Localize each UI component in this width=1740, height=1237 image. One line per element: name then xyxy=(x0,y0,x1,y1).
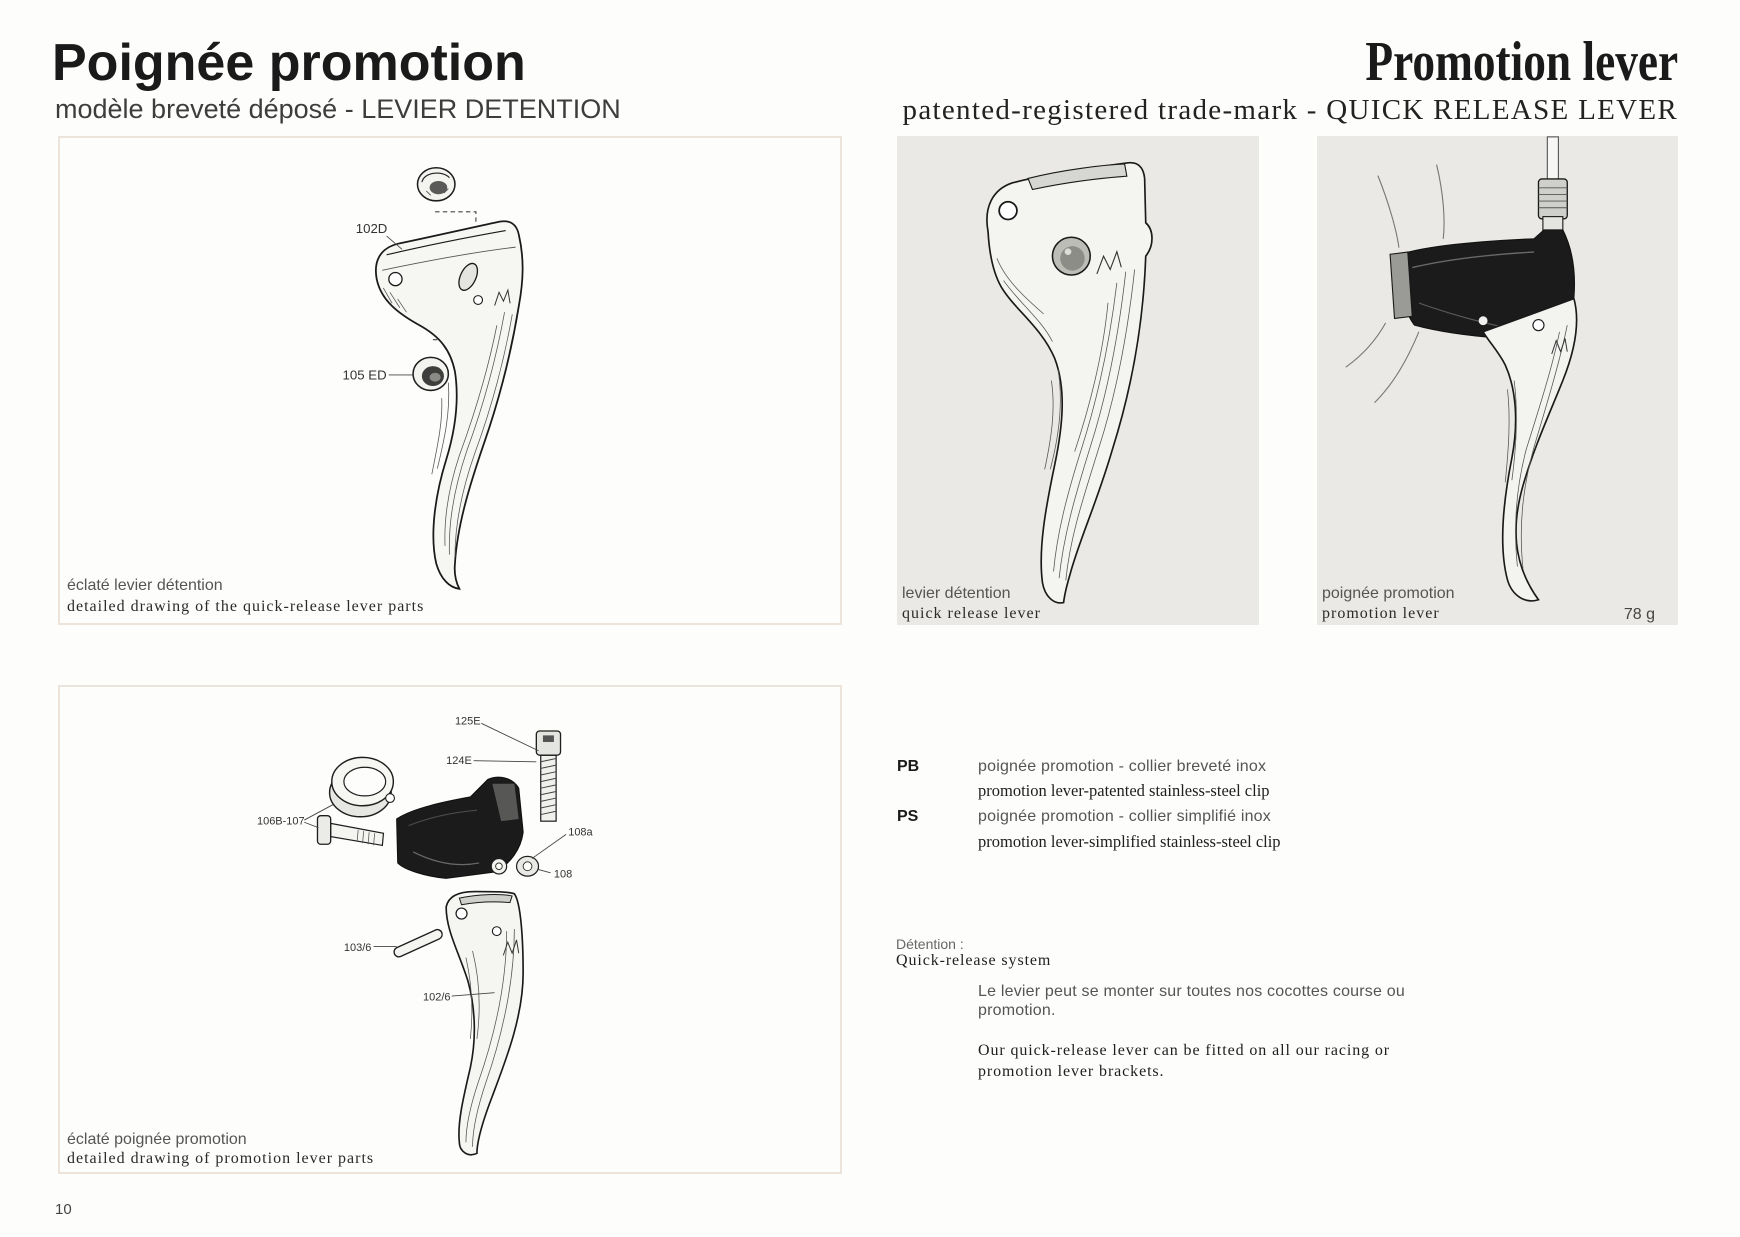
detention-text-fr-line: Le levier peut se monter sur toutes nos cocottes course ou xyxy=(978,983,1405,1000)
detention-label-fr: Détention : xyxy=(896,936,964,952)
part-label-nut: 108 xyxy=(553,868,573,881)
quick-release-lever-illustration xyxy=(897,136,1259,625)
promotion-lever-photo xyxy=(1317,136,1678,625)
caption-en: detailed drawing of promotion lever parts xyxy=(67,1150,375,1167)
quick-release-lever-illustration xyxy=(376,221,523,589)
caption-fr: poignée promotion xyxy=(1322,585,1455,602)
promotion-lever-blade xyxy=(1483,299,1576,601)
pivot-pin-illustration xyxy=(399,934,437,952)
promotion-lever-blade xyxy=(446,892,523,1155)
weight-label: 78 g xyxy=(1623,606,1655,623)
caption-en: promotion lever xyxy=(1322,605,1440,622)
top-cap-illustration xyxy=(417,168,454,201)
quick-release-lever-photo xyxy=(897,136,1259,625)
exploded-quick-release-panel xyxy=(58,136,842,625)
model-desc-fr: poignée promotion - collier simplifié inox xyxy=(978,808,1271,825)
exploded-promotion-panel xyxy=(58,685,842,1174)
caption-en: quick release lever xyxy=(902,605,1041,622)
part-label-screw-head: 125E xyxy=(454,715,481,728)
part-label-lever: 102D xyxy=(355,220,388,236)
caption-fr: éclaté levier détention xyxy=(67,577,223,594)
model-desc-fr: poignée promotion - collier breveté inox xyxy=(978,758,1267,775)
screw-illustration xyxy=(536,731,560,821)
caption-fr: levier détention xyxy=(902,585,1011,602)
part-label-washer: 108a xyxy=(568,826,593,839)
clamp-bolt-illustration xyxy=(317,816,383,846)
page-subtitle-en: patented-registered trade-mark - QUICK RELEASE LEVER xyxy=(902,94,1678,126)
detention-text-fr-line: promotion. xyxy=(978,1002,1056,1019)
promotion-exploded-illustration xyxy=(60,687,840,1172)
model-code: PB xyxy=(897,758,920,775)
cam-cap-illustration xyxy=(413,357,448,390)
promotion-lever-illustration xyxy=(1317,136,1678,625)
detention-text-en-line: promotion lever brackets. xyxy=(978,1063,1165,1080)
brake-cable-illustration xyxy=(1538,137,1567,232)
model-desc-en: promotion lever-simplified stainless-steel clip xyxy=(978,832,1281,851)
caption-en: detailed drawing of the quick-release lever parts xyxy=(67,598,425,615)
release-knob-illustration xyxy=(1052,237,1090,275)
part-label-pin: 103/6 xyxy=(343,941,372,954)
page-subtitle-fr: modèle breveté déposé - LEVIER DETENTION xyxy=(55,94,621,124)
page-number: 10 xyxy=(55,1201,72,1218)
detention-label-en: Quick-release system xyxy=(896,952,1052,969)
washer-nut-illustration xyxy=(491,856,538,876)
part-label-cap: 105 ED xyxy=(342,367,387,383)
quick-release-exploded-illustration xyxy=(60,138,840,623)
page-title-fr: Poignée promotion xyxy=(52,34,526,92)
caption-fr: éclaté poignée promotion xyxy=(67,1131,247,1148)
clamp-ring-illustration xyxy=(330,757,395,816)
model-code: PS xyxy=(897,808,919,825)
detention-text-en-line: Our quick-release lever can be fitted on all our racing or xyxy=(978,1042,1391,1059)
page-title-en: Promotion lever xyxy=(1365,31,1678,93)
part-label-clamp-bolt: 106B-107 xyxy=(256,815,305,828)
part-label-lever: 102/6 xyxy=(423,991,451,1004)
model-desc-en: promotion lever-patented stainless-steel clip xyxy=(978,781,1270,800)
part-label-screw: 124E xyxy=(446,754,472,767)
